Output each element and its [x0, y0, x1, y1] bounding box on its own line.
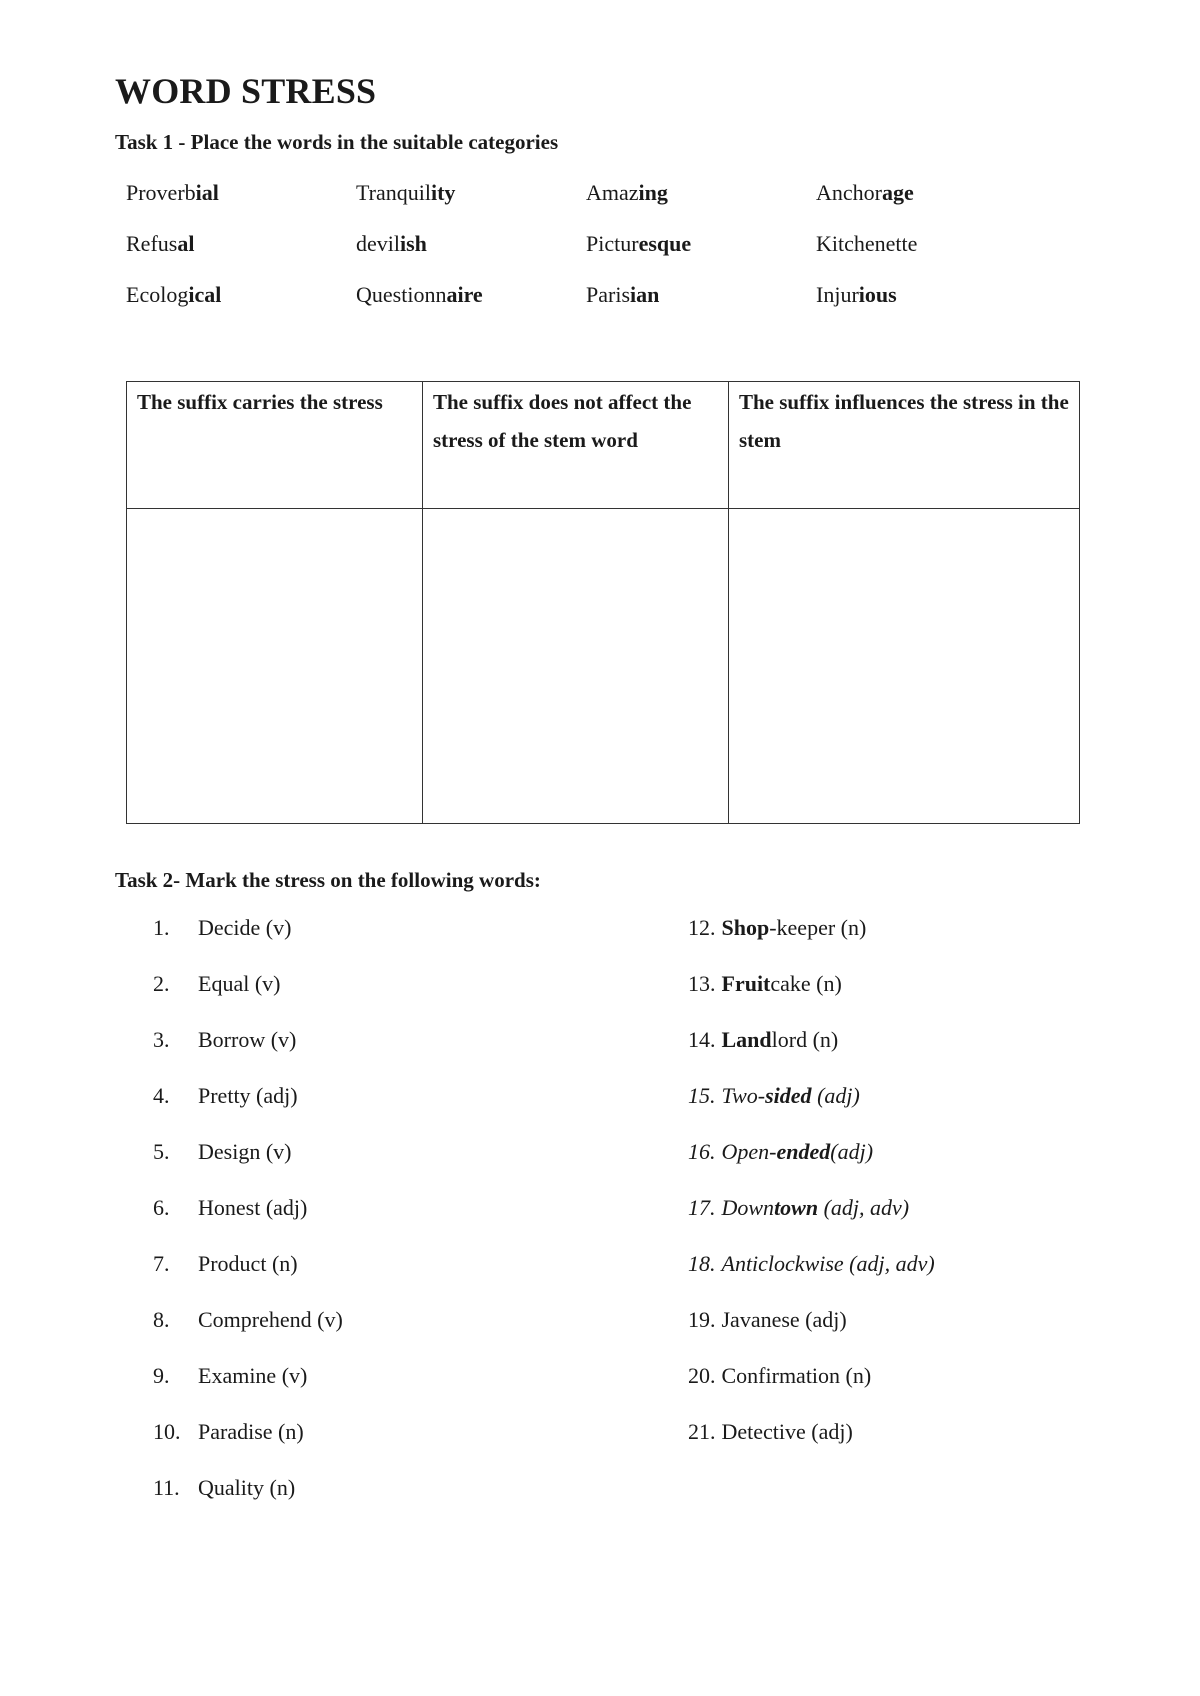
list-item	[688, 971, 935, 1027]
item-text: Examine (v)	[198, 1363, 308, 1388]
item-number: 4.	[153, 1083, 170, 1108]
list-item	[688, 1363, 935, 1419]
task1-heading: Task 1 - Place the words in the suitable categories	[115, 130, 559, 154]
list-item	[153, 1251, 343, 1307]
item-number: 5.	[153, 1139, 170, 1164]
task1-word-grid	[126, 180, 1066, 333]
item-stressed-part: Shop	[721, 915, 770, 940]
list-item	[153, 971, 343, 1027]
item-text: Paradise (n)	[198, 1419, 304, 1444]
word-item: Ecological	[126, 282, 222, 307]
item-text: Down	[721, 1195, 775, 1220]
item-text: Open-	[721, 1139, 777, 1164]
list-item	[688, 1419, 935, 1475]
list-item	[688, 1139, 935, 1195]
list-item	[153, 1139, 343, 1195]
item-stressed-part: ended	[776, 1139, 831, 1164]
header-suffix-carries-stress: The suffix carries the stress	[127, 382, 423, 509]
item-number: 8.	[153, 1307, 170, 1332]
word-item: Questionnaire	[356, 282, 483, 307]
list-item	[153, 1027, 343, 1083]
item-text: Pretty (adj)	[198, 1083, 298, 1108]
item-text: Detective (adj)	[721, 1419, 853, 1444]
word-item: Proverbial	[126, 180, 219, 205]
item-text: Javanese (adj)	[721, 1307, 847, 1332]
item-text: Decide (v)	[198, 915, 292, 940]
item-stressed-part: Fruit	[721, 971, 771, 996]
list-item	[688, 1083, 935, 1139]
item-number: 10.	[153, 1419, 181, 1444]
item-text: Design (v)	[198, 1139, 292, 1164]
item-text: Honest (adj)	[198, 1195, 308, 1220]
word-item: Refusal	[126, 231, 195, 256]
item-text-rest: (adj)	[811, 1083, 860, 1108]
word-item: devilish	[356, 231, 427, 256]
item-number: 17.	[688, 1195, 716, 1220]
item-text: Product (n)	[198, 1251, 298, 1276]
word-item: Kitchenette	[816, 231, 918, 256]
header-suffix-influences-stress: The suffix influences the stress in the stem	[729, 382, 1080, 509]
task2-list-left	[153, 915, 343, 1531]
item-number: 3.	[153, 1027, 170, 1052]
item-text: Equal (v)	[198, 971, 281, 996]
table-header-row	[127, 382, 1080, 509]
item-text: Two-	[721, 1083, 766, 1108]
item-text-rest: (adj, adv)	[818, 1195, 910, 1220]
word-item: Anchorage	[816, 180, 914, 205]
item-number: 18.	[688, 1251, 716, 1276]
item-text-rest: (adj)	[830, 1139, 874, 1164]
list-item	[688, 1251, 935, 1307]
list-item	[153, 1419, 343, 1475]
item-number: 13.	[688, 971, 716, 996]
page-title: WORD STRESS	[115, 71, 377, 111]
table-answer-row	[127, 509, 1080, 824]
item-number: 7.	[153, 1251, 170, 1276]
item-text: Anticlockwise (adj, adv)	[721, 1251, 935, 1276]
task2-heading: Task 2- Mark the stress on the following words:	[115, 868, 541, 892]
item-number: 15.	[688, 1083, 716, 1108]
item-text: Quality (n)	[198, 1475, 296, 1500]
item-number: 2.	[153, 971, 170, 996]
item-stressed-part: sided	[765, 1083, 812, 1108]
word-item: Picturesque	[586, 231, 692, 256]
word-item: Parisian	[586, 282, 660, 307]
item-text-rest: -keeper (n)	[769, 915, 867, 940]
item-text: Comprehend (v)	[198, 1307, 343, 1332]
answer-cell-carries-stress[interactable]	[127, 509, 423, 824]
item-stressed-part: town	[774, 1195, 819, 1220]
item-number: 19.	[688, 1307, 716, 1332]
item-number: 12.	[688, 915, 716, 940]
list-item	[153, 1307, 343, 1363]
list-item	[153, 915, 343, 971]
list-item	[153, 1083, 343, 1139]
item-text: Borrow (v)	[198, 1027, 297, 1052]
item-number: 14.	[688, 1027, 716, 1052]
list-item	[688, 1307, 935, 1363]
item-number: 11.	[153, 1475, 180, 1500]
answer-cell-influences-stress[interactable]	[729, 509, 1080, 824]
word-item: Amazing	[586, 180, 668, 205]
item-number: 20.	[688, 1363, 716, 1388]
list-item	[153, 1475, 343, 1531]
list-item	[153, 1195, 343, 1251]
header-suffix-not-affect-stress: The suffix does not affect the stress of the stem word	[423, 382, 729, 509]
item-number: 6.	[153, 1195, 170, 1220]
list-item	[688, 915, 935, 971]
item-text: Confirmation (n)	[721, 1363, 872, 1388]
item-number: 21.	[688, 1419, 716, 1444]
item-stressed-part: Land	[721, 1027, 772, 1052]
item-number: 9.	[153, 1363, 170, 1388]
item-number: 1.	[153, 915, 170, 940]
list-item	[153, 1363, 343, 1419]
word-item: Injurious	[816, 282, 897, 307]
word-item: Tranquility	[356, 180, 456, 205]
item-text-rest: cake (n)	[770, 971, 842, 996]
list-item	[688, 1027, 935, 1083]
item-text-rest: lord (n)	[771, 1027, 839, 1052]
task2-list-right	[688, 915, 935, 1475]
category-table	[126, 381, 1080, 824]
list-item	[688, 1195, 935, 1251]
answer-cell-not-affect-stress[interactable]	[423, 509, 729, 824]
item-number: 16.	[688, 1139, 716, 1164]
